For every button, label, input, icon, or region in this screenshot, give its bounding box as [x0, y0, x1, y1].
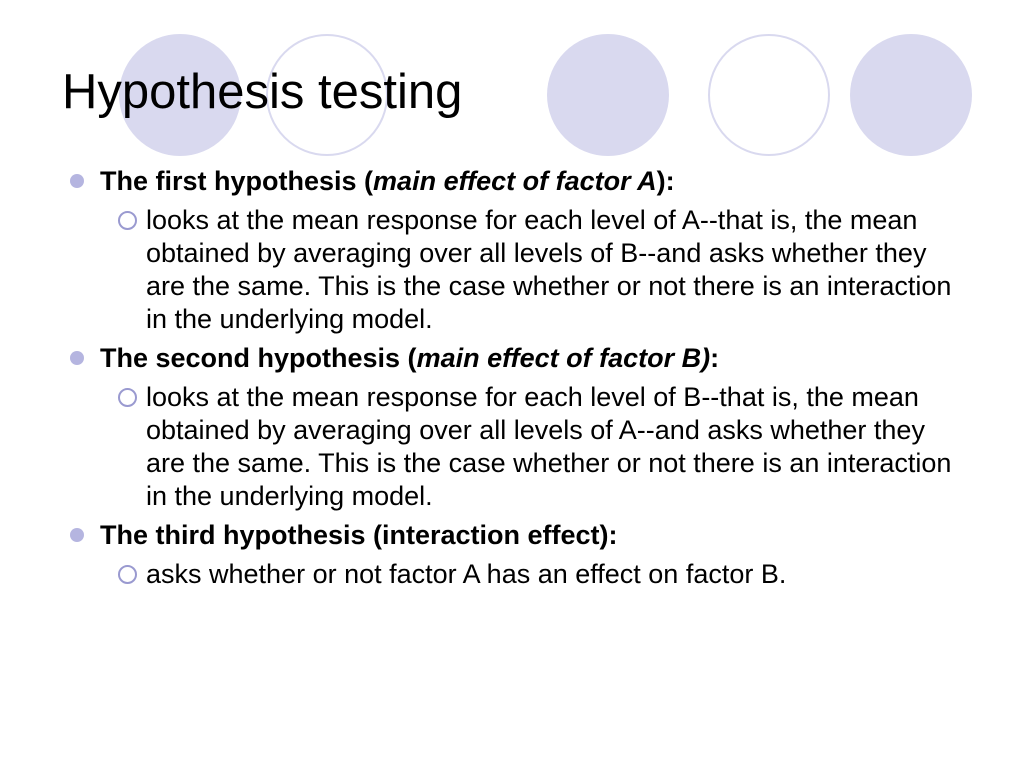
bullet-emphasis: main effect of factor B)	[416, 343, 711, 373]
decor-circle	[547, 34, 669, 156]
hollow-bullet-icon	[118, 211, 137, 230]
bullet-tail: ):	[656, 166, 675, 196]
hollow-bullet-icon	[118, 565, 137, 584]
bullet-item	[68, 163, 968, 200]
bullet-dot-icon	[70, 528, 84, 542]
bullet-dot-icon	[70, 174, 84, 188]
bullet-item	[68, 340, 968, 377]
bullet-dot-icon	[70, 351, 84, 365]
bullet-tail: :	[710, 343, 720, 373]
bullet-lead: The first hypothesis (	[100, 166, 374, 196]
bullet-emphasis: main effect of factor A	[373, 166, 657, 196]
hollow-bullet-icon	[118, 388, 137, 407]
decor-circle	[850, 34, 972, 156]
bullet-lead: The second hypothesis (	[100, 343, 417, 373]
decor-circle	[708, 34, 830, 156]
slide-body	[68, 163, 968, 595]
bullet-item	[68, 517, 968, 554]
sub-bullet-text: looks at the mean response for each level of B--that is, the mean obtained by averaging over all levels of A--and asks whether they are the same. This is the case whether or not there is an interaction in the underlying model.	[146, 382, 952, 511]
sub-bullet-text: looks at the mean response for each level of A--that is, the mean obtained by averaging over all levels of B--and asks whether they are the same. This is the case whether or not there is an interaction in the underlying model.	[146, 205, 952, 334]
bullet-lead: The third hypothesis (interaction effect):	[100, 520, 618, 550]
slide-title: Hypothesis testing	[62, 65, 463, 119]
sub-bullet-item	[146, 558, 956, 591]
sub-bullet-item	[146, 204, 956, 336]
sub-bullet-item	[146, 381, 956, 513]
sub-bullet-text: asks whether or not factor A has an effect on factor B.	[146, 559, 787, 589]
